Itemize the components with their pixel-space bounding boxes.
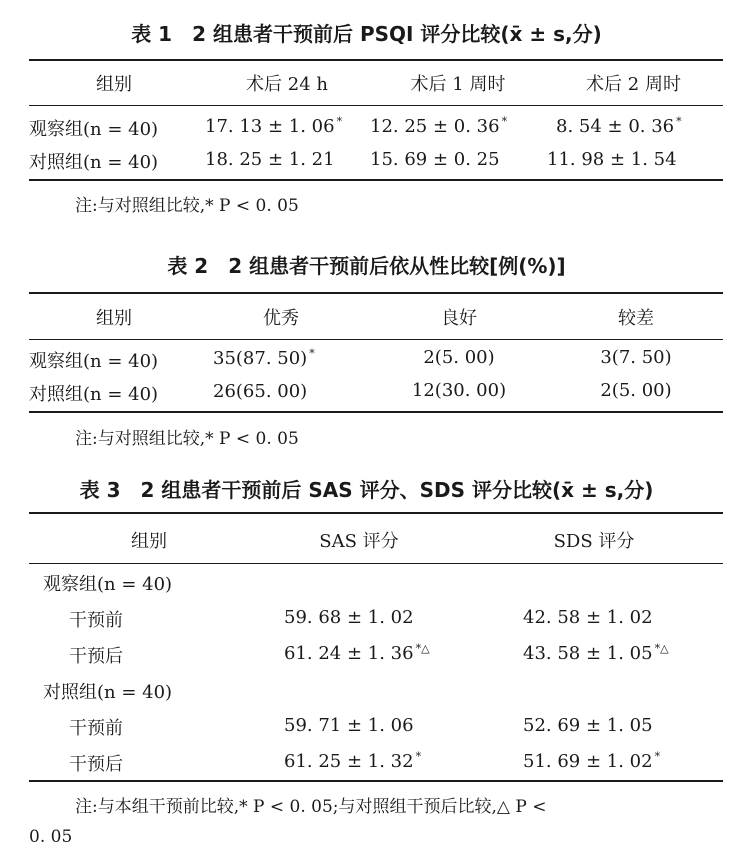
table3-header-sas: SAS 评分 — [319, 531, 399, 552]
table3-g2-pre-sas: 59. 71 ± 1. 06 — [284, 715, 414, 736]
table-row — [29, 714, 723, 744]
table2-row2-poor: 2(5. 00) — [600, 380, 672, 401]
table2-row1-excellent: 35(87. 50) * — [213, 347, 315, 369]
table1-row2-1w: 15. 69 ± 0. 25 — [370, 149, 500, 170]
table3-g1-pre-sds: 42. 58 ± 1. 02 — [523, 607, 653, 628]
table3-g2-pre-label: 干预前 — [69, 718, 123, 739]
table1-header-group: 组别 — [96, 74, 132, 95]
table3-g1-pre-label: 干预前 — [69, 610, 123, 631]
table3-g1-post-label: 干预后 — [69, 646, 123, 667]
table-row — [29, 678, 723, 708]
table3-group2-label: 对照组(n = 40) — [43, 682, 173, 703]
table1-header-24h: 术后 24 h — [246, 74, 328, 95]
table3-bottom-rule — [29, 780, 723, 782]
table2-header-poor: 较差 — [618, 308, 654, 329]
table2-bottom-rule — [29, 411, 723, 413]
table3-header-rule — [29, 563, 723, 564]
table2-note: 注:与对照组比较,* P < 0. 05 — [75, 429, 299, 449]
table1-header-1w: 术后 1 周时 — [410, 74, 506, 95]
table3-g1-pre-sas: 59. 68 ± 1. 02 — [284, 607, 414, 628]
table1-header-rule — [29, 105, 723, 106]
table2-row1-group: 观察组(n = 40) — [29, 351, 159, 372]
table-row — [29, 570, 723, 600]
table1-bottom-rule — [29, 179, 723, 181]
table2-header-good: 良好 — [441, 308, 477, 329]
table3-g2-post-sas: 61. 25 ± 1. 32 * — [284, 750, 422, 772]
table3-header-sds: SDS 评分 — [553, 531, 635, 552]
table2-header-excellent: 优秀 — [263, 308, 299, 329]
table-row — [29, 606, 723, 636]
table2-header-group: 组别 — [96, 308, 132, 329]
table2-caption: 表 2 2 组患者干预前后依从性比较[例(%)] — [167, 254, 566, 278]
table3-note-line1: 注:与本组干预前比较,* P < 0. 05;与对照组干预后比较,△ P < — [75, 797, 547, 817]
table3-note-line2: 0. 05 — [29, 827, 73, 847]
table2-row2-excellent: 26(65. 00) — [213, 381, 308, 402]
table1-header-2w: 术后 2 周时 — [586, 74, 681, 95]
table1-row2-group: 对照组(n = 40) — [29, 152, 159, 173]
table1-row1-group: 观察组(n = 40) — [29, 119, 159, 140]
table3-caption: 表 3 2 组患者干预前后 SAS 评分、SDS 评分比较(x̄ ± s,分) — [79, 478, 654, 502]
table-row — [29, 115, 723, 145]
table-row — [29, 750, 723, 780]
table1-top-rule — [29, 59, 723, 61]
table3-header-row — [29, 527, 723, 557]
table-row — [29, 148, 723, 178]
table2-header-rule — [29, 339, 723, 340]
table2-row2-good: 12(30. 00) — [411, 380, 507, 401]
table2-top-rule — [29, 292, 723, 294]
table1-row1-1w: 12. 25 ± 0. 36 * — [370, 115, 508, 137]
table3-top-rule — [29, 512, 723, 514]
table-row — [29, 642, 723, 672]
table2-row1-poor: 3(7. 50) — [600, 347, 672, 368]
table-row — [29, 347, 723, 377]
table3-group1-label: 观察组(n = 40) — [43, 574, 173, 595]
table3-header-group: 组别 — [131, 531, 167, 552]
table1-header-row — [29, 70, 723, 100]
table3-g1-post-sas: 61. 24 ± 1. 36 *△ — [284, 642, 430, 664]
table1-row2-2w: 11. 98 ± 1. 54 — [547, 149, 677, 170]
table1-row2-24h: 18. 25 ± 1. 21 — [205, 149, 335, 170]
table2-row1-good: 2(5. 00) — [423, 347, 495, 368]
table3-g1-post-sds: 43. 58 ± 1. 05 *△ — [523, 642, 669, 664]
table-row — [29, 380, 723, 410]
table1-note: 注:与对照组比较,* P < 0. 05 — [75, 196, 299, 216]
table1-row1-24h: 17. 13 ± 1. 06 * — [205, 115, 343, 137]
table2-row2-group: 对照组(n = 40) — [29, 384, 159, 405]
table1-row1-2w: 8. 54 ± 0. 36 * — [556, 115, 682, 137]
table3-g2-post-sds: 51. 69 ± 1. 02 * — [523, 750, 661, 772]
table3-g2-post-label: 干预后 — [69, 754, 123, 775]
table1-caption: 表 1 2 组患者干预前后 PSQI 评分比较(x̄ ± s,分) — [131, 22, 602, 46]
table3-g2-pre-sds: 52. 69 ± 1. 05 — [523, 715, 653, 736]
table2-header-row — [29, 304, 723, 334]
